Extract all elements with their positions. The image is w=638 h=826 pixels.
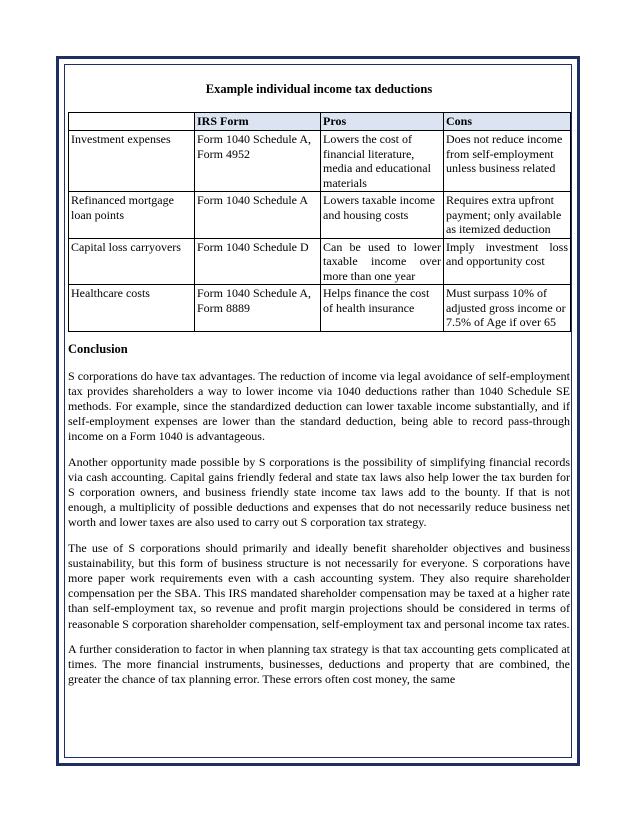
header-irs-form: IRS Form [195,113,321,131]
table-header-row [69,113,571,131]
cell-pros: Lowers the cost of financial literature, media and educational materials [321,131,444,192]
cell-pros: Helps finance the cost of health insurance [321,285,444,332]
header-blank [69,113,195,131]
cell-deduction: Capital loss carryovers [69,238,195,285]
table-row [69,285,571,332]
conclusion-paragraph-2: Another opportunity made possible by S corporations is the possibility of simplifying financial records via cash accounting. Capital gains friendly federal and state tax laws also help lower the tax burden for S corporation owners, and business friendly state income tax laws add to the bounty. If that is not enough, a multiplicity of possible deductions and expenses that do not necessarily reduce business net worth and lower taxes are also used to carry out S corporation tax strategy. [68,454,570,530]
table-title: Example individual income tax deductions [205,82,433,96]
conclusion-heading: Conclusion [68,341,128,356]
cell-pros: Lowers taxable income and housing costs [321,192,444,239]
deductions-table [68,112,571,332]
cell-cons: Requires extra upfront payment; only available as itemized deduction [444,192,571,239]
header-cons: Cons [444,113,571,131]
cell-deduction: Refinanced mortgage loan points [69,192,195,239]
cell-form: Form 1040 Schedule A [195,192,321,239]
table-row [69,238,571,285]
conclusion-paragraph-1: S corporations do have tax advantages. The reduction of income via legal avoidance of self-employment tax provides shareholders a way to lower income via 1040 deductions rather than 1040 Schedule SE methods. For example, since the standardized deduction can lower taxable income substantially, and if self-employment expenses are lower than the standard deduction, being able to record pass-through income on a Form 1040 is advantageous. [68,368,570,444]
cell-form: Form 1040 Schedule D [195,238,321,285]
cell-deduction: Healthcare costs [69,285,195,332]
cell-form: Form 1040 Schedule A, Form 8889 [195,285,321,332]
cell-pros: Can be used to lower taxable income over more than one year [321,238,444,285]
table-row [69,131,571,192]
cell-deduction: Investment expenses [69,131,195,192]
cell-form: Form 1040 Schedule A, Form 4952 [195,131,321,192]
header-pros: Pros [321,113,444,131]
document-content [68,82,570,697]
conclusion-paragraph-3: The use of S corporations should primarily and ideally benefit shareholder objectives and business sustainability, but this form of business structure is not necessarily for everyone. S corporations have more paper work requirements even with a cash accounting system. They also require shareholder compensation per the SBA. This IRS mandated shareholder compensation may be taxed at a higher rate than self-employment tax, so revenue and profit margin projections should be considered in terms of reasonable S corporation shareholder compensation, self-employment tax and personal income tax rates. [68,540,570,631]
cell-cons: Imply investment loss and opportunity cost [444,238,571,285]
cell-cons: Does not reduce income from self-employment unless business related [444,131,571,192]
cell-cons: Must surpass 10% of adjusted gross income or 7.5% of Age if over 65 [444,285,571,332]
conclusion-paragraph-4: A further consideration to factor in when planning tax strategy is that tax accounting gets complicated at times. The more financial instruments, businesses, deductions and property that are combined, the greater the chance of tax planning error. These errors often cost money, the same [68,641,570,687]
table-row [69,192,571,239]
